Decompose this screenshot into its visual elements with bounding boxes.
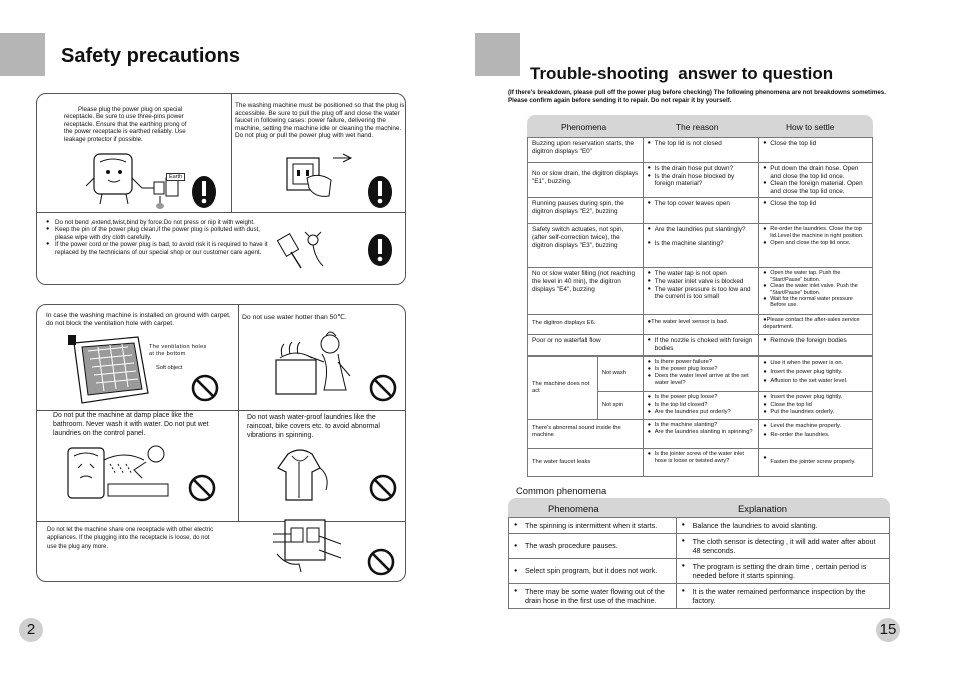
table-row (509, 518, 890, 534)
phenomenon-cell: There's abnormal sound inside the machine (528, 420, 644, 449)
list-item: ● Do not bend ,extend,twist,bind by force.Do not press or nip it with weight. (46, 219, 278, 226)
prohibited-icon (369, 474, 397, 502)
caution-icon (367, 233, 393, 267)
table-row (528, 357, 873, 392)
list-item: ● Keep the pin of the power plug clean,if the power plug is polluted with dust, please wipe with dry cloth carefully. (46, 226, 278, 241)
decor-square-left (0, 33, 45, 76)
cord-warnings-list (46, 219, 278, 256)
multi-plug-illustration (271, 514, 345, 576)
decor-square-right (475, 33, 520, 76)
prohibited-icon (367, 548, 395, 576)
divider (238, 305, 239, 521)
common-phenomena-table (508, 517, 890, 609)
table-row (509, 534, 890, 559)
page-number-left: 2 (19, 618, 43, 642)
ventilation-label: The ventilation holes at the bottom (149, 344, 207, 357)
ventilation-text: In case the washing machine is installed on ground with carpet, do not block the ventilation hole with carpet. (46, 312, 231, 327)
phenomenon-cell: Poor or no waterfall flow (528, 335, 644, 356)
reason-cell: ● Is the drain hose put down? ● Is the drain hose blocked by foreign material? (643, 163, 759, 198)
common-phenomena-heading: Common phenomena (516, 485, 607, 496)
settle-cell: ● Re-order the laundries. Close the top lid.Level the machine in right position. ● Open and close the top lid once. (759, 224, 873, 268)
settle-cell: ● Level the machine properly. ● Re-order the laundries. (759, 420, 873, 449)
settle-cell: ● Use it when the power is on. ● Insert the power plug tightly. ● Affusion to the set water level. (759, 357, 873, 392)
soft-object-label: Soft object (156, 365, 183, 371)
intro-note: (If there's breakdown, please pull off the power plug before checking) The following phenomena are not breakdowns sometimes. Please confirm again before sending it to repair. Do not repair it by yourself. (508, 89, 886, 105)
explanation-cell: ● It is the water remained performance inspection by the factory. (676, 584, 889, 609)
phenomenon-cell: ● There may be some water flowing out of the drain hose in the first use of the machine. (509, 584, 677, 609)
settle-cell: ● Close the top lid (759, 138, 873, 163)
page-number-right: 15 (876, 618, 900, 642)
list-item: ● If the power cord or the power plug is bad, to avoid risk it is required to have it replaced by the technicians of our special shop or our customer care agent. (46, 241, 278, 256)
reason-cell: ● The top lid is not closed (643, 138, 759, 163)
settle-cell: ● Insert the power plug tightly. ● Close the top lid ● Put the laundries orderly. (759, 392, 873, 420)
phenomenon-cell: No or slow drain, the digitron displays "E1", buzzing. (528, 163, 644, 198)
reason-cell: ● Are the laundries put slantingly? ● Is the machine slanting? (643, 224, 759, 268)
settle-cell: ● Close the top lid (759, 198, 873, 224)
socket-hand-illustration (285, 152, 357, 202)
divider (37, 212, 405, 213)
column-header-phenomena: Phenomena (561, 122, 607, 132)
plug-instructions: Please plug the power plug on special receptacle. Be sure to use three-pins power receptacle. Ensure that the earthing prong of the power receptacle is earthed reliably. Use leakage protector if possible. (64, 106, 187, 143)
table-row (528, 335, 873, 356)
reason-cell: ● The water tap is not open ● The water inlet valve is blocked ● The water pressure is too low and the current is too small (643, 268, 759, 315)
prohibited-icon (191, 374, 219, 402)
waterproof-text: Do not wash water-proof laundries like the raincoat, bike covers etc. to avoid abnormal vibrations in spinning. (247, 414, 380, 439)
reason-cell: ● The top cover leaves open (643, 198, 759, 224)
common-header-explanation: Explanation (738, 503, 787, 514)
raincoat-illustration (268, 446, 340, 504)
damp-place-text: Do not put the machine at damp place like the bathroom. Never wash it with water. Do not put wet laundries on the control panel. (53, 412, 209, 437)
hot-water-illustration (268, 326, 360, 408)
divider (37, 410, 405, 411)
settle-cell: ●Please contact the after-sales service department. (759, 315, 873, 335)
reason-cell: ● If the nozzle is choked with foreign bodies (643, 335, 759, 356)
sub-phenomenon-cell: Not wash (597, 357, 643, 392)
phenomenon-cell: Buzzing upon reservation starts, the digitron displays "E0" (528, 138, 644, 163)
phenomenon-cell: ● Select spin program, but it does not work. (509, 559, 677, 584)
phenomenon-cell: The digitron displays E6. (528, 315, 644, 335)
hot-water-text: Do not use water hotter than 50℃. (242, 314, 347, 321)
reason-cell: ● Is the jointer screw of the water inlet hose is loose or twisted awry? (643, 449, 759, 477)
caution-icon (367, 175, 393, 209)
divider (37, 521, 405, 522)
earth-label: Earth (166, 173, 185, 181)
phenomenon-cell: The water faucet leaks (528, 449, 644, 477)
settle-cell: ● Put down the drain hose. Open and close the top lid once. ● Clean the foreign material. Open and close the top lid once. (759, 163, 873, 198)
explanation-cell: ● The cloth sensor is detecting , it will add water after about 48 senconds. (676, 534, 889, 559)
reason-cell: ●The water level sensor is bad. (643, 315, 759, 335)
reason-cell: ● Is the machine slanting? ● Are the laundries slanting in spinning? (643, 420, 759, 449)
position-instructions: The washing machine must be positioned so that the plug is accessible. Be sure to pull the plug off and close the water faucet in following cases: power failure, delivering the machine, setting the machine idle or cleaning the machine. Do not plug or pull the power plug with wet hand. (235, 102, 405, 140)
troubleshooting-table-continued (527, 356, 873, 477)
settle-cell: ● Open the water tap. Push the "Start/Pause" button. ● Clean the water inlet valve. Push the "Start/Pause" button. ● Wait for the normal water pressure Before use. (759, 268, 873, 315)
prohibited-icon (369, 374, 397, 402)
page-title-troubleshooting: Trouble-shooting answer to question (530, 64, 834, 83)
phenomenon-cell: The machine does not act (528, 357, 598, 420)
divider (231, 94, 232, 212)
receptacle-text: Do not let the machine share one receptacle with other electric appliances. If the plugging into the receptacle is loose, do not use the plug any more. (47, 527, 214, 550)
table-row (509, 584, 890, 609)
table-row (528, 449, 873, 477)
table-row (528, 138, 873, 163)
table-row (528, 315, 873, 335)
explanation-cell: ● The program is setting the drain time , certain period is needed before it starts spinning. (676, 559, 889, 584)
column-header-settle: How to settle (786, 122, 835, 132)
page-title-safety: Safety precautions (61, 45, 240, 67)
common-header-phenomena: Phenomena (548, 503, 599, 514)
phenomenon-cell: ● The wash procedure pauses. (509, 534, 677, 559)
settle-cell: ● Remove the foreign bodies (759, 335, 873, 356)
damaged-plug-illustration (275, 230, 335, 272)
table-row (509, 559, 890, 584)
prohibited-icon (188, 474, 216, 502)
caution-icon (191, 175, 217, 209)
phenomenon-cell: ● The spinning is intermittent when it starts. (509, 518, 677, 534)
sub-phenomenon-cell: Not spin (597, 392, 643, 420)
troubleshooting-table (527, 137, 873, 356)
explanation-cell: ● Balance the laundries to avoid slanting. (676, 518, 889, 534)
table-row (528, 420, 873, 449)
settle-cell: ● Fasten the jointer screw properly. (759, 449, 873, 477)
reason-cell: ● Is there power failure? ● Is the power plug loose? ● Does the water level arrive at the set water level? (643, 357, 759, 392)
table-row (528, 163, 873, 198)
column-header-reason: The reason (676, 122, 719, 132)
table-row (528, 224, 873, 268)
reason-cell: ● Is the power plug loose? ● Is the top lid closed? ● Are the laundries put orderly? (643, 392, 759, 420)
table-row (528, 268, 873, 315)
phenomenon-cell: No or slow water filling (not reaching the level in 40 min), the digitron displays "E4", buzzing (528, 268, 644, 315)
damp-machine-illustration (64, 440, 174, 504)
ventilation-holes-illustration (68, 333, 152, 407)
phenomenon-cell: Safety switch actuates, not spin, (after self-correction twice), the digitron displays "E3", buzzing (528, 224, 644, 268)
phenomenon-cell: Running pauses during spin, the digitron displays "E2", buzzing (528, 198, 644, 224)
table-row (528, 198, 873, 224)
